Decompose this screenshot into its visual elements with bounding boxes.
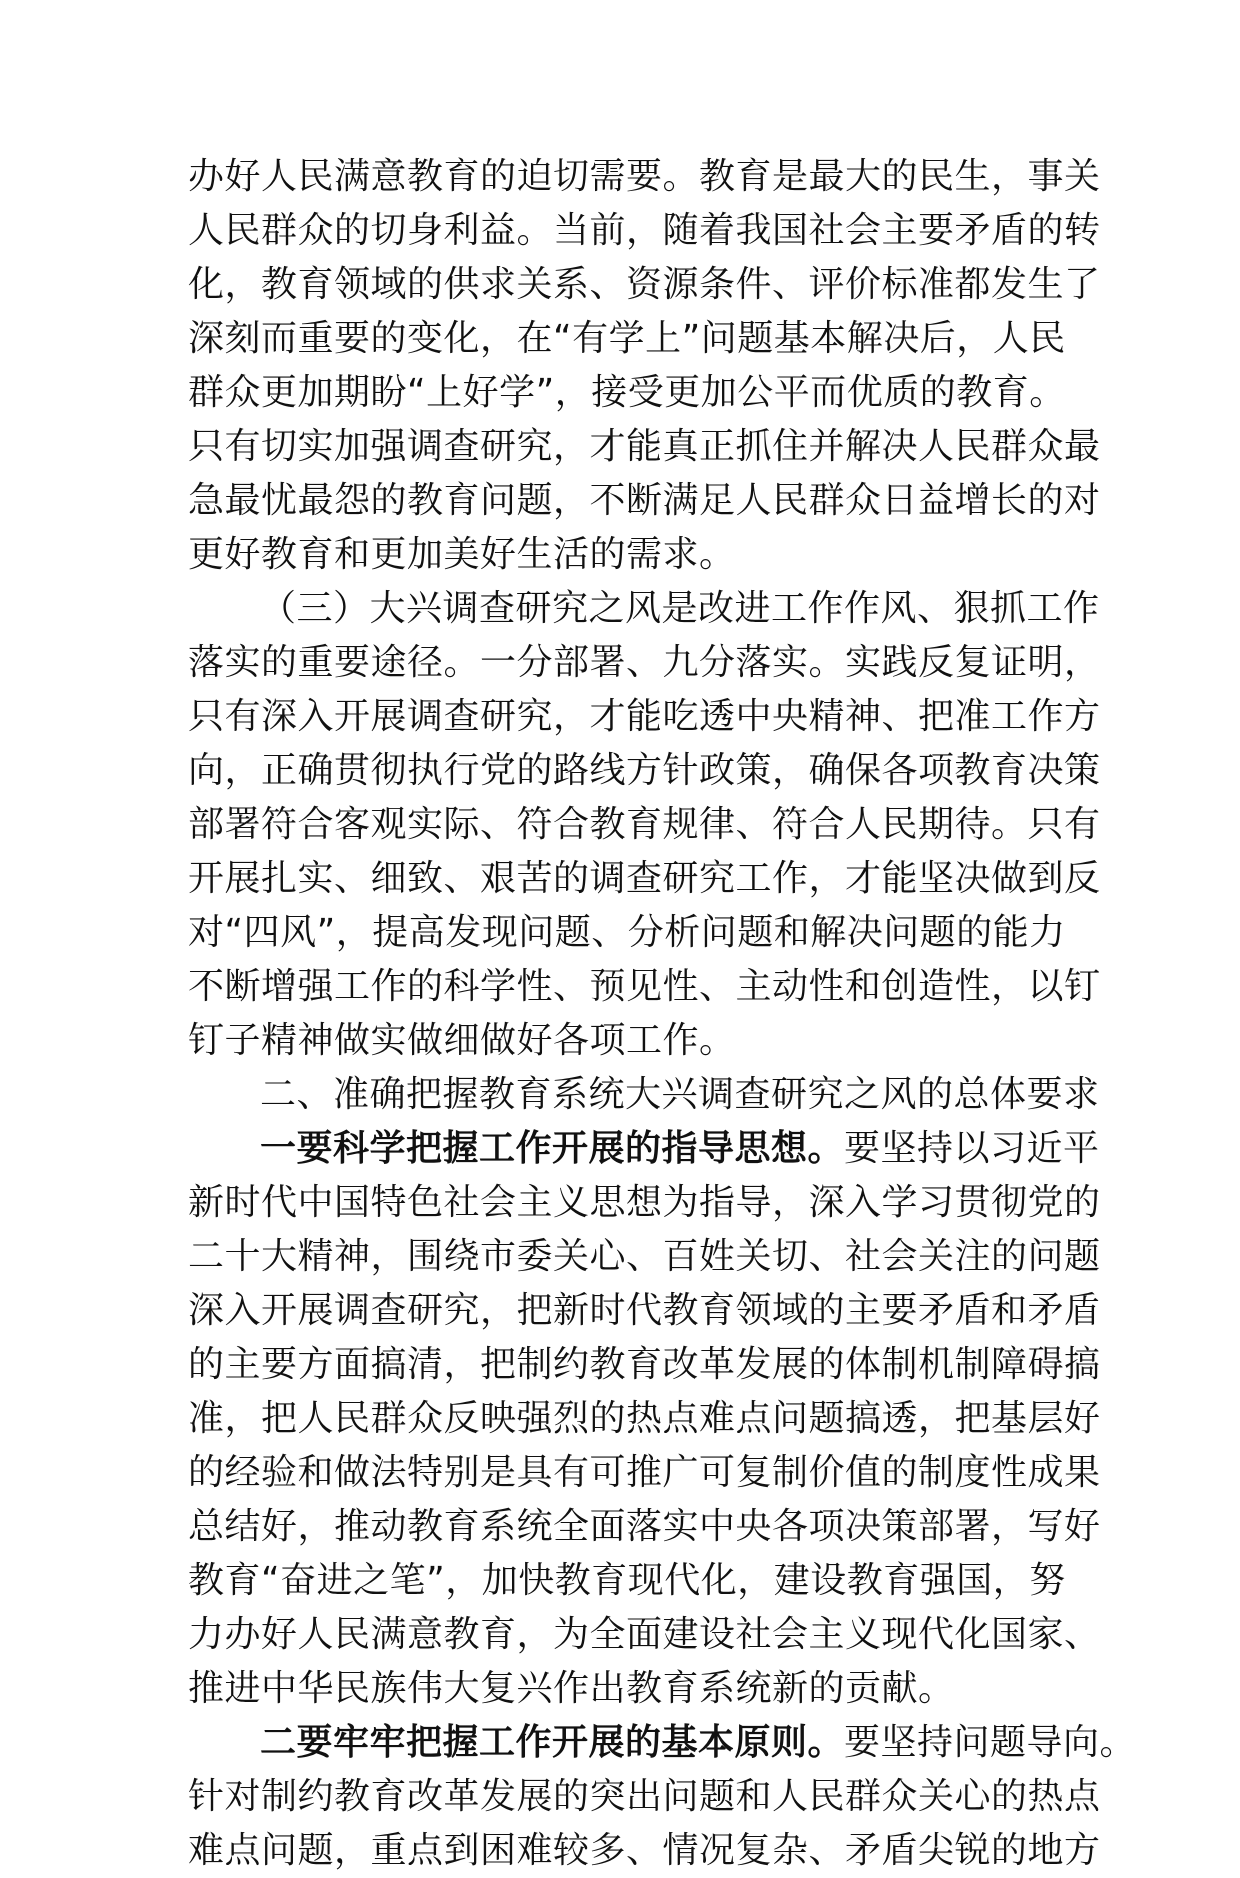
body-line: 的主要方面搞清，把制约教育改革发展的体制机制障碍搞: [188, 1344, 1101, 1385]
body-line: 只有深入开展调查研究，才能吃透中央精神、把准工作方: [188, 696, 1101, 737]
body-line: 只有切实加强调查研究，才能真正抓住并解决人民群众最: [188, 426, 1101, 467]
body-line: 钉子精神做实做细做好各项工作。: [188, 1020, 736, 1061]
paragraph-first-line: [188, 1716, 1137, 1770]
body-line: 二十大精神，围绕市委关心、百姓关切、社会关注的问题: [188, 1236, 1101, 1277]
bold-lead: 一要科学把握工作开展的指导思想。: [260, 1128, 845, 1169]
body-line: 群众更加期盼“上好学”，接受更加公平而优质的教育。: [188, 372, 1066, 413]
body-text: 要坚持以习近平: [844, 1128, 1100, 1169]
body-line: 办好人民满意教育的迫切需要。教育是最大的民生，事关: [188, 156, 1101, 197]
body-line: 更好教育和更加美好生活的需求。: [188, 534, 736, 575]
body-line: 难点问题，重点到困难较多、情况复杂、矛盾尖锐的地方: [188, 1830, 1101, 1871]
section-heading: 二、准确把握教育系统大兴调查研究之风的总体要求: [260, 1074, 1100, 1115]
paragraph-first-line: [188, 1122, 1100, 1176]
body-line: 针对制约教育改革发展的突出问题和人民群众关心的热点: [188, 1776, 1101, 1817]
body-line: 总结好，推动教育系统全面落实中央各项决策部署，写好: [188, 1506, 1101, 1547]
body-line: 开展扎实、细致、艰苦的调查研究工作，才能坚决做到反: [188, 858, 1101, 899]
body-line: 部署符合客观实际、符合教育规律、符合人民期待。只有: [188, 804, 1101, 845]
body-line: 不断增强工作的科学性、预见性、主动性和创造性，以钉: [188, 966, 1101, 1007]
body-text: 要坚持问题导向。: [844, 1722, 1137, 1763]
body-line: 推进中华民族伟大复兴作出教育系统新的贡献。: [188, 1668, 955, 1709]
body-line: 准，把人民群众反映强烈的热点难点问题搞透，把基层好: [188, 1398, 1101, 1439]
body-line: 深入开展调查研究，把新时代教育领域的主要矛盾和矛盾: [188, 1290, 1101, 1331]
body-line: 急最忧最怨的教育问题，不断满足人民群众日益增长的对: [188, 480, 1101, 521]
body-line: 深刻而重要的变化，在“有学上”问题基本解决后，人民: [188, 318, 1066, 359]
paragraph-first-line: （三）大兴调查研究之风是改进工作作风、狠抓工作: [260, 588, 1100, 629]
document-page: [188, 150, 1137, 1878]
bold-lead: 二要牢牢把握工作开展的基本原则。: [260, 1722, 845, 1763]
body-line: 新时代中国特色社会主义思想为指导，深入学习贯彻党的: [188, 1182, 1101, 1223]
body-line: 落实的重要途径。一分部署、九分落实。实践反复证明，: [188, 642, 1101, 683]
body-line: 化，教育领域的供求关系、资源条件、评价标准都发生了: [188, 264, 1101, 305]
body-line: 人民群众的切身利益。当前，随着我国社会主要矛盾的转: [188, 210, 1101, 251]
body-line: 教育“奋进之笔”，加快教育现代化，建设教育强国，努: [188, 1560, 1066, 1601]
body-line: 对“四风”，提高发现问题、分析问题和解决问题的能力: [188, 912, 1066, 953]
body-line: 向，正确贯彻执行党的路线方针政策，确保各项教育决策: [188, 750, 1101, 791]
body-line: 力办好人民满意教育，为全面建设社会主义现代化国家、: [188, 1614, 1101, 1655]
body-line: 的经验和做法特别是具有可推广可复制价值的制度性成果: [188, 1452, 1101, 1493]
